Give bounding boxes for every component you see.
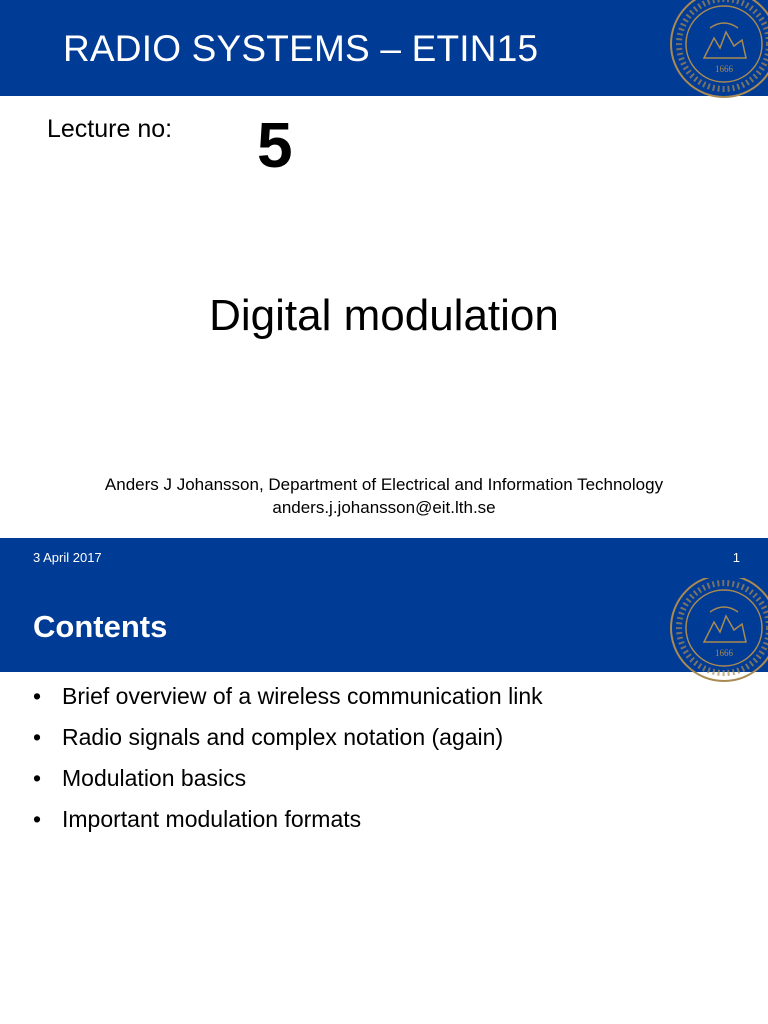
list-item [33, 764, 543, 805]
seal-year: 1666 [715, 64, 733, 74]
list-item-text: Brief overview of a wireless communication link [62, 683, 543, 709]
footer-date: 3 April 2017 [33, 550, 102, 565]
list-item [33, 723, 543, 764]
contents-slide [0, 578, 768, 1024]
author-block [0, 473, 768, 519]
list-item [33, 805, 543, 846]
university-seal-icon [668, 578, 768, 684]
list-item-text: Modulation basics [62, 765, 247, 791]
contents-list [33, 682, 543, 846]
header-bar [0, 578, 768, 672]
seal-year: 1666 [715, 648, 733, 658]
page-number: 1 [732, 550, 740, 565]
bullet-icon: • [33, 683, 42, 709]
author-line: Anders J Johansson, Department of Electrical and Information Technology [104, 475, 664, 494]
list-item-text: Radio signals and complex notation (again) [62, 724, 504, 750]
lecture-title: Digital modulation [209, 291, 559, 340]
lecture-number: 5 [257, 109, 293, 181]
contents-title: Contents [33, 609, 168, 644]
list-item [33, 682, 543, 723]
header-bar [0, 0, 768, 96]
bullet-icon: • [33, 724, 42, 750]
lecture-label: Lecture no: [47, 115, 173, 143]
university-seal-icon [668, 0, 768, 100]
author-email: anders.j.johansson@eit.lth.se [272, 498, 496, 517]
bullet-icon: • [33, 806, 42, 832]
footer-bar [0, 538, 768, 578]
course-title: RADIO SYSTEMS – ETIN15 [63, 28, 539, 69]
list-item-text: Important modulation formats [62, 806, 362, 832]
bullet-icon: • [33, 765, 42, 791]
